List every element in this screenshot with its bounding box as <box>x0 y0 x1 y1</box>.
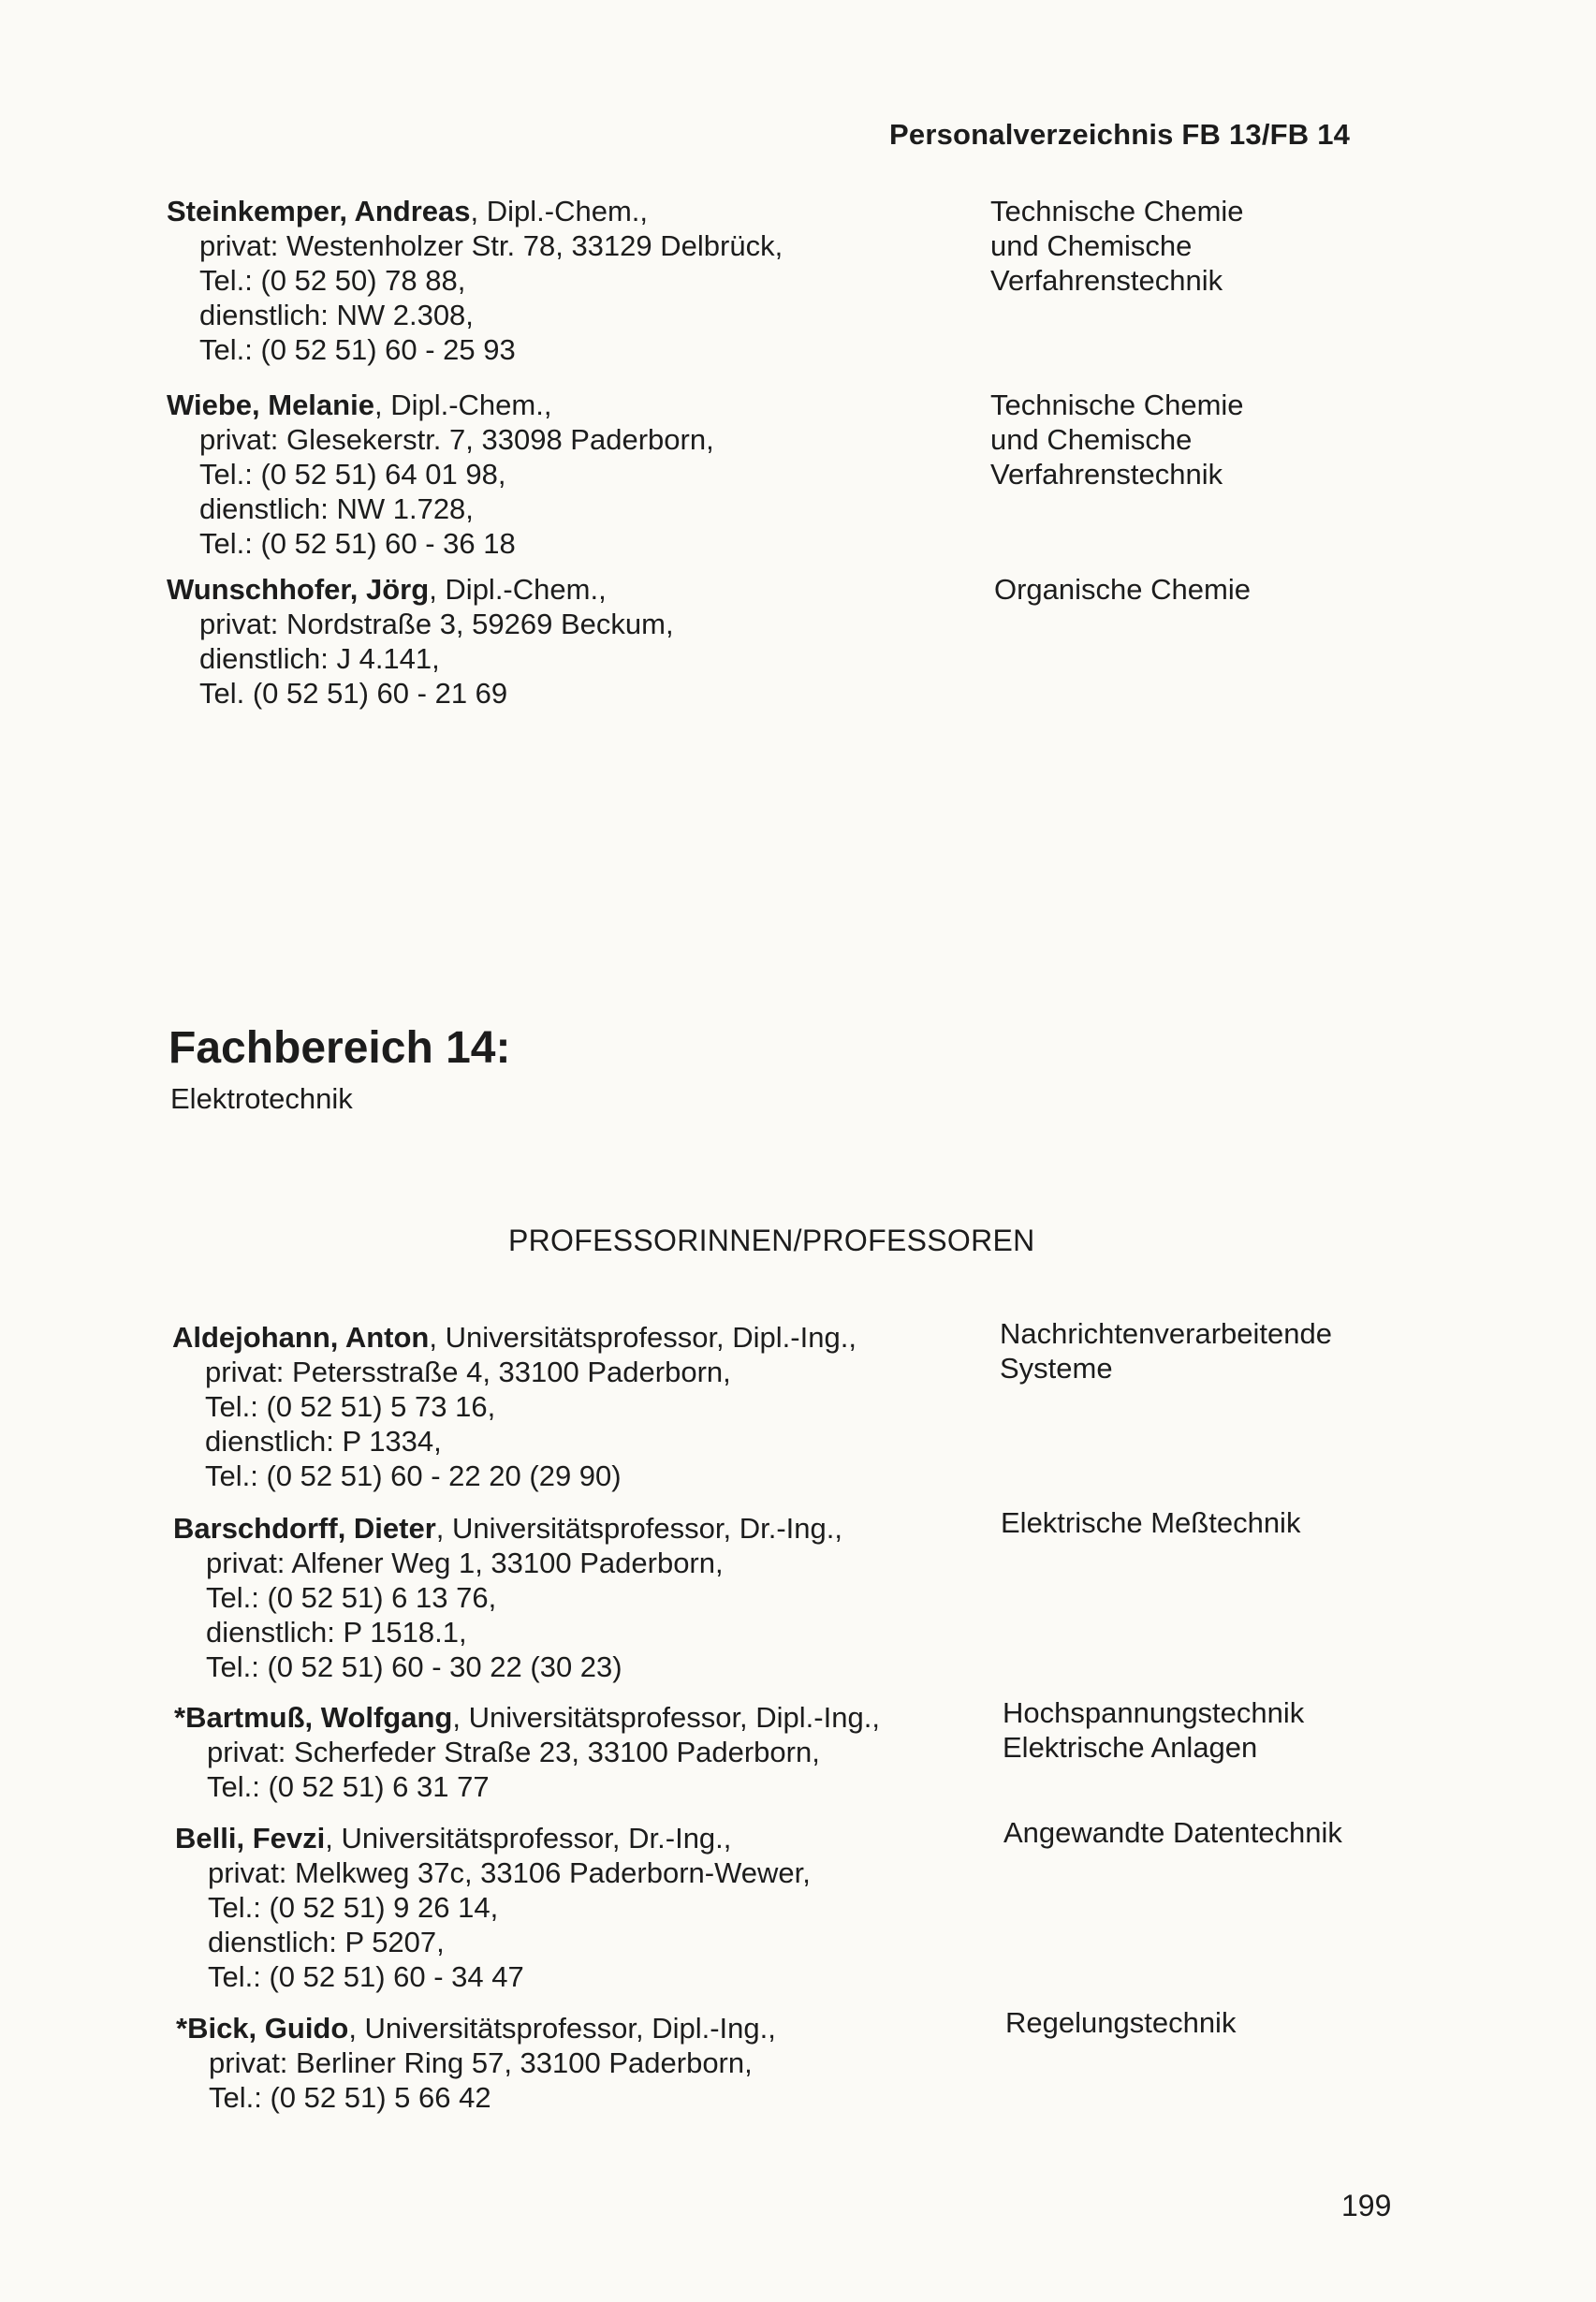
person-entry: Wiebe, Melanie, Dipl.-Chem., privat: Glesekerstr. 7, 33098 Paderborn, Tel.: (0 52 51) 64 01 98, dienstlich: NW 1.728, Tel.: (0 52 51) 60 - 36 18 <box>167 389 714 560</box>
department-line: Elektrische Meßtechnik <box>1001 1506 1301 1539</box>
entry-line: dienstlich: P 1518.1, <box>206 1616 467 1649</box>
department <box>1003 1815 1342 1850</box>
department <box>1001 1505 1300 1540</box>
entry-line: privat: Berliner Ring 57, 33100 Paderborn, <box>209 2046 753 2079</box>
entry-line: dienstlich: NW 2.308, <box>199 299 474 331</box>
section-subtitle: Elektrotechnik <box>170 1082 353 1115</box>
entry-line: privat: Glesekerstr. 7, 33098 Paderborn, <box>199 423 714 456</box>
entry-line: Tel.: (0 52 51) 60 - 25 93 <box>199 333 516 366</box>
person-title: Universitätsprofessor, Dr.-Ing., <box>341 1822 732 1855</box>
department-line: Organische Chemie <box>994 573 1251 606</box>
entry-line: dienstlich: P 5207, <box>208 1926 445 1958</box>
department <box>1003 1695 1304 1765</box>
entry-line: Tel.: (0 52 51) 60 - 36 18 <box>199 527 516 560</box>
department-line: Regelungstechnik <box>1005 2006 1237 2039</box>
entry-line: Tel.: (0 52 51) 64 01 98, <box>199 458 506 491</box>
person-title: Universitätsprofessor, Dr.-Ing., <box>452 1512 842 1545</box>
person-title: Dipl.-Chem., <box>445 573 607 606</box>
person-name: Wunschhofer, Jörg <box>167 573 430 606</box>
entry-line: Tel.: (0 52 51) 60 - 34 47 <box>208 1960 524 1993</box>
entry-line: Tel.: (0 52 51) 6 13 76, <box>206 1581 497 1614</box>
department <box>990 388 1244 491</box>
entry-line: Tel.: (0 52 51) 9 26 14, <box>208 1891 499 1924</box>
department <box>1005 2005 1236 2040</box>
person-name: *Bick, Guido <box>176 2012 349 2045</box>
department <box>994 572 1251 607</box>
department-line: Hochspannungstechnik <box>1003 1696 1305 1729</box>
department-line: Technische Chemie <box>990 195 1244 227</box>
person-title: Dipl.-Chem., <box>390 389 552 421</box>
person-title: Universitätsprofessor, Dipl.-Ing., <box>445 1321 857 1354</box>
person-name: Steinkemper, Andreas <box>167 195 471 227</box>
department <box>1000 1316 1332 1386</box>
person-title: Universitätsprofessor, Dipl.-Ing., <box>468 1701 880 1734</box>
person-entry: Belli, Fevzi, Universitätsprofessor, Dr.-Ing., privat: Melkweg 37c, 33106 Paderborn-Wewer, Tel.: (0 52 51) 9 26 14, dienstlich: P 5207, Tel.: (0 52 51) 60 - 34 47 <box>175 1822 811 1993</box>
department-line: Nachrichtenverarbeitende <box>1000 1317 1332 1350</box>
person-name: *Bartmuß, Wolfgang <box>174 1701 453 1734</box>
entry-line: dienstlich: NW 1.728, <box>199 492 474 525</box>
person-entry: Aldejohann, Anton, Universitätsprofessor, Dipl.-Ing., privat: Petersstraße 4, 33100 Paderborn, Tel.: (0 52 51) 5 73 16, dienstlich: P 1334, Tel.: (0 52 51) 60 - 22 20 (29 90) <box>172 1321 857 1492</box>
person-entry: Barschdorff, Dieter, Universitätsprofessor, Dr.-Ing., privat: Alfener Weg 1, 33100 Paderborn, Tel.: (0 52 51) 6 13 76, dienstlich: P 1518.1, Tel.: (0 52 51) 60 - 30 22 (30 23) <box>173 1512 842 1683</box>
entry-line: privat: Westenholzer Str. 78, 33129 Delbrück, <box>199 229 783 262</box>
page-number: 199 <box>1341 2189 1392 2222</box>
running-header: Personalverzeichnis FB 13/FB 14 <box>889 118 1351 151</box>
person-entry: *Bartmuß, Wolfgang, Universitätsprofessor, Dipl.-Ing., privat: Scherfeder Straße 23, 33100 Paderborn, Tel.: (0 52 51) 6 31 77 <box>174 1701 880 1803</box>
entry-line: Tel.: (0 52 51) 5 73 16, <box>205 1390 496 1423</box>
department-line: Technische Chemie <box>990 389 1244 421</box>
department-line: und Chemische <box>990 229 1193 262</box>
group-heading: PROFESSORINNEN/PROFESSOREN <box>508 1224 1035 1257</box>
department <box>990 194 1244 298</box>
section-title: Fachbereich 14: <box>168 1023 511 1073</box>
person-entry: *Bick, Guido, Universitätsprofessor, Dipl.-Ing., privat: Berliner Ring 57, 33100 Paderborn, Tel.: (0 52 51) 5 66 42 <box>176 2012 776 2114</box>
person-entry: Wunschhofer, Jörg, Dipl.-Chem., privat: Nordstraße 3, 59269 Beckum, dienstlich: J 4.141, Tel. (0 52 51) 60 - 21 69 <box>167 573 674 710</box>
entry-line: Tel. (0 52 51) 60 - 21 69 <box>199 677 508 710</box>
entry-line: Tel.: (0 52 51) 60 - 30 22 (30 23) <box>206 1650 622 1683</box>
entry-line: privat: Petersstraße 4, 33100 Paderborn, <box>205 1356 731 1388</box>
entry-line: Tel.: (0 52 51) 60 - 22 20 (29 90) <box>205 1459 622 1492</box>
entry-line: Tel.: (0 52 51) 6 31 77 <box>207 1770 490 1803</box>
entry-line: privat: Scherfeder Straße 23, 33100 Paderborn, <box>207 1736 820 1768</box>
department-line: Verfahrenstechnik <box>990 458 1223 491</box>
person-name: Aldejohann, Anton <box>172 1321 430 1354</box>
entry-line: dienstlich: P 1334, <box>205 1425 442 1458</box>
person-name: Wiebe, Melanie <box>167 389 374 421</box>
person-title: Dipl.-Chem., <box>486 195 648 227</box>
entry-line: Tel.: (0 52 50) 78 88, <box>199 264 466 297</box>
entry-line: dienstlich: J 4.141, <box>199 642 440 675</box>
entry-line: privat: Melkweg 37c, 33106 Paderborn-Wewer, <box>208 1856 811 1889</box>
department-line: und Chemische <box>990 423 1193 456</box>
person-entry: Steinkemper, Andreas, Dipl.-Chem., privat: Westenholzer Str. 78, 33129 Delbrück, Tel.: (0 52 50) 78 88, dienstlich: NW 2.308, Tel.: (0 52 51) 60 - 25 93 <box>167 195 783 366</box>
person-title: Universitätsprofessor, Dipl.-Ing., <box>364 2012 776 2045</box>
department-line: Angewandte Datentechnik <box>1003 1816 1342 1849</box>
person-name: Barschdorff, Dieter <box>173 1512 436 1545</box>
entry-line: privat: Nordstraße 3, 59269 Beckum, <box>199 608 674 640</box>
entry-line: Tel.: (0 52 51) 5 66 42 <box>209 2081 491 2114</box>
department-line: Systeme <box>1000 1352 1113 1385</box>
department-line: Elektrische Anlagen <box>1003 1731 1258 1764</box>
entry-line: privat: Alfener Weg 1, 33100 Paderborn, <box>206 1547 724 1579</box>
department-line: Verfahrenstechnik <box>990 264 1223 297</box>
person-name: Belli, Fevzi <box>175 1822 326 1855</box>
